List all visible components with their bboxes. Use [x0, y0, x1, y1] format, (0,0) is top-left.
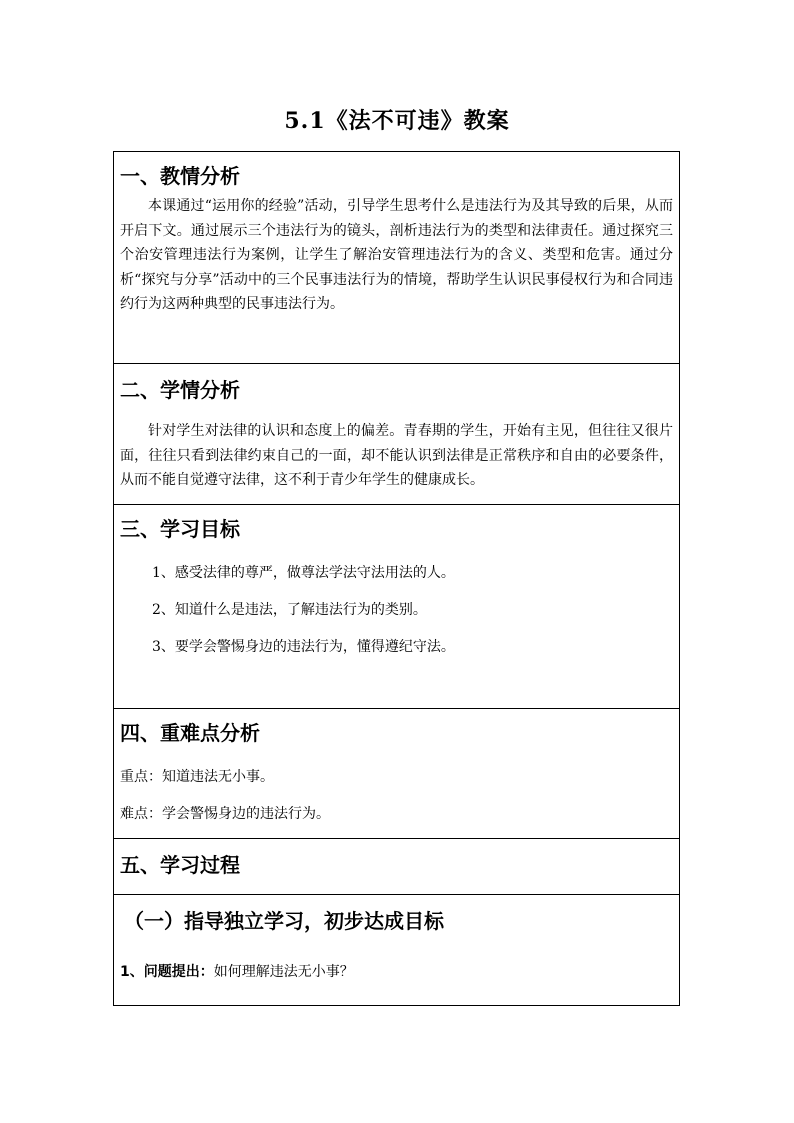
question-text: 如何理解违法无小事？ [213, 964, 354, 980]
section-heading: 三、学习目标 [120, 517, 240, 541]
section-learning-goals [114, 505, 679, 709]
goal-item: 2、知道什么是违法，了解违法行为的类别。 [152, 602, 427, 618]
lesson-plan-table [113, 151, 680, 1006]
section-key-points [114, 709, 679, 839]
section-heading: （一）指导独立学习，初步达成目标 [124, 909, 444, 933]
goal-item: 1、感受法律的尊严，做尊法学法守法用法的人。 [152, 565, 455, 581]
section-student-analysis [114, 364, 679, 505]
section-body: 针对学生对法律的认识和态度上的偏差。青春期的学生，开始有主见，但往往又很片面，往往只看到法律约束自己的一面，却不能认识到法律是正常秩序和自由的必要条件，从而不能自觉遵守法律，这不利于青少年学生的健康成长。 [120, 423, 673, 488]
document-title: 5.1《法不可违》教案 [284, 108, 510, 134]
question-label: 1、问题提出： [120, 964, 214, 980]
goal-item: 3、要学会警惕身边的违法行为，懂得遵纪守法。 [152, 639, 455, 655]
section-heading: 一、教情分析 [120, 164, 240, 188]
section-independent-learning [114, 895, 679, 1005]
question-line [120, 961, 354, 981]
difficult-point: 难点：学会警惕身边的违法行为。 [120, 806, 330, 822]
section-heading: 五、学习过程 [120, 853, 240, 877]
section-learning-process [114, 839, 679, 895]
section-heading: 四、重难点分析 [120, 721, 260, 745]
section-heading: 二、学情分析 [120, 378, 240, 402]
key-point: 重点：知道违法无小事。 [120, 769, 274, 785]
section-teaching-analysis [114, 152, 679, 364]
section-body: 本课通过“运用你的经验”活动，引导学生思考什么是违法行为及其导致的后果，从而开启下文。通过展示三个违法行为的镜头，剖析违法行为的类型和法律责任。通过探究三个治安管理违法行为案例，让学生了解治安管理违法行为的含义、类型和危害。通过分析“探究与分享”活动中的三个民事违法行为的情境，帮助学生认识民事侵权行为和合同违约行为这两种典型的民事违法行为。 [120, 198, 673, 312]
